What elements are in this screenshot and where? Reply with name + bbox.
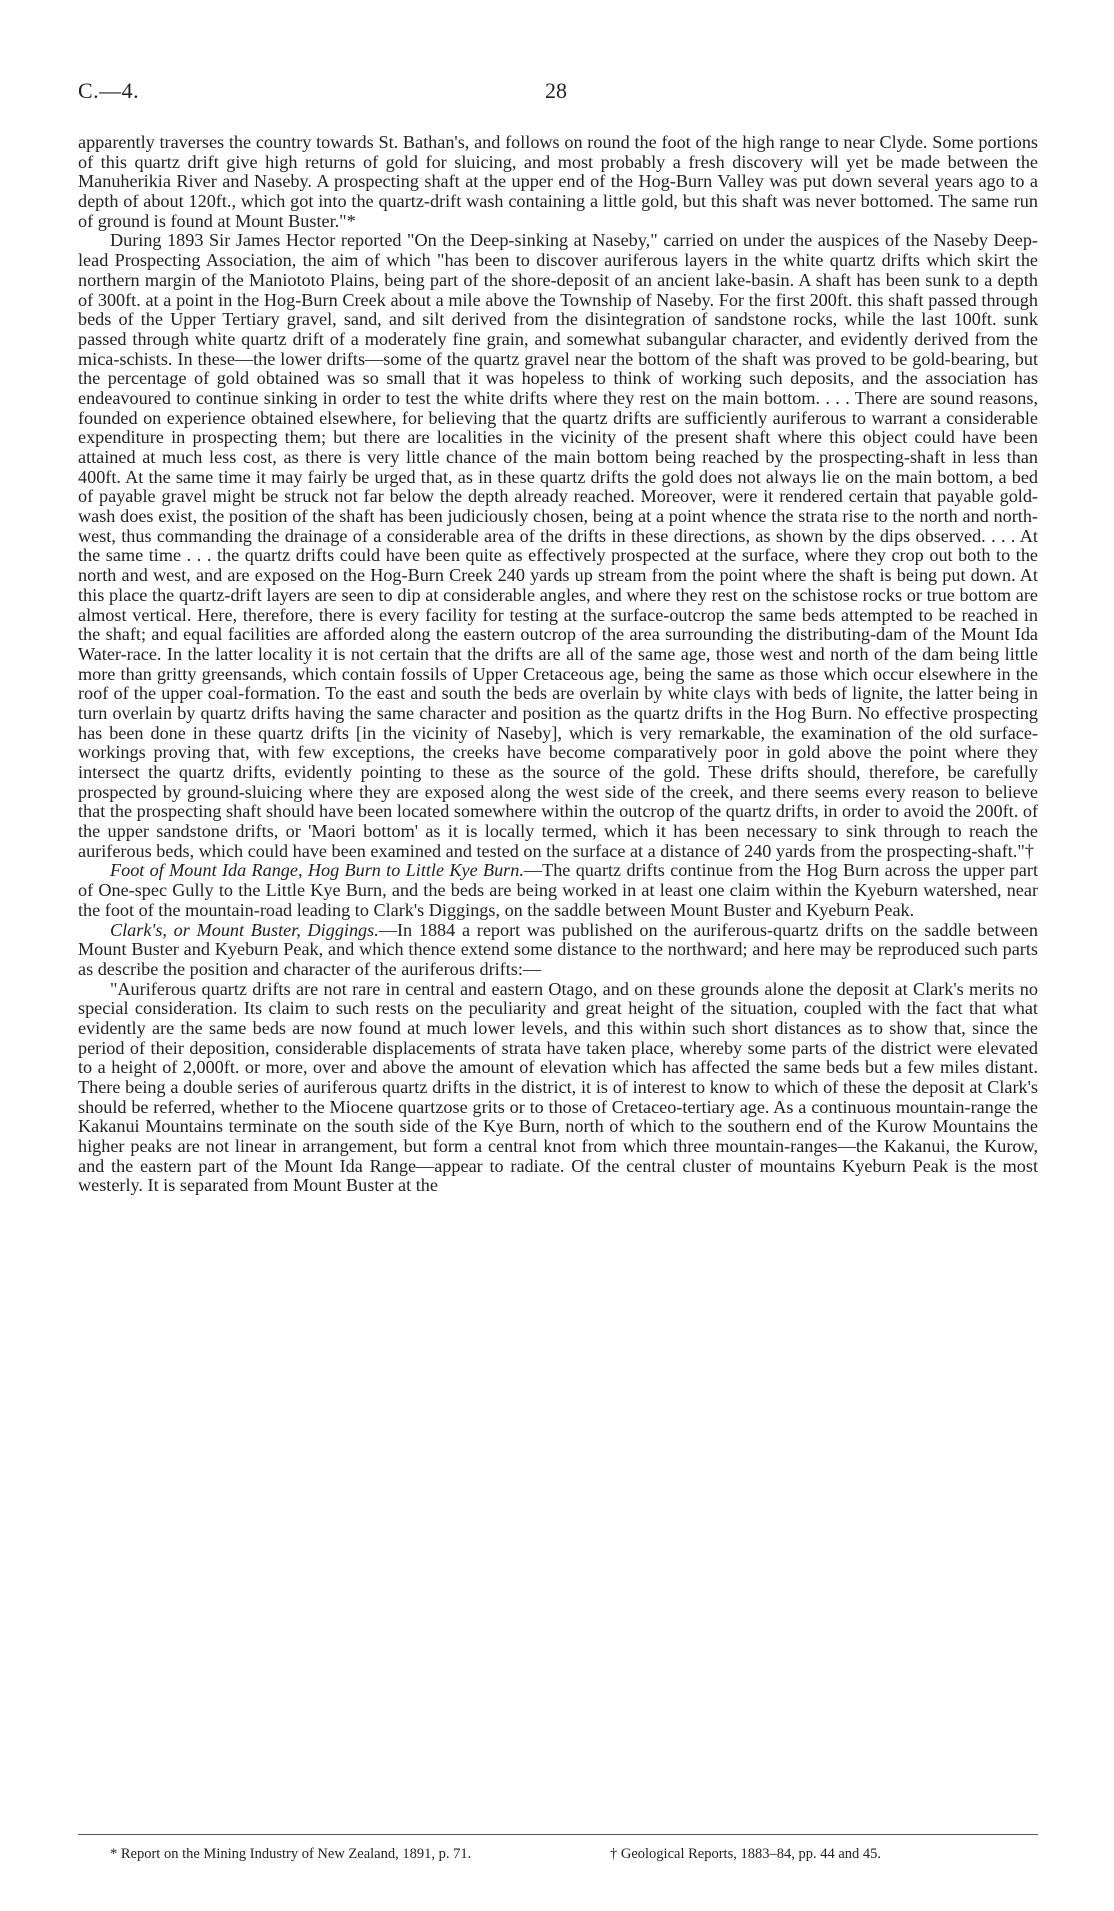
paragraph-naseby-deep-sinking: During 1893 Sir James Hector reported "On the Deep-sinking at Naseby," carried on under the auspices of the Naseby Deep-lead Prospecting Association, the aim of which "has been to discover auriferous layers in the white quartz drifts which skirt the northern margin of the Maniototo Plains, being part of the shore-deposit of an ancient lake-basin. A shaft has been sunk to a depth of 300ft. at a point in the Hog-Burn Creek about a mile above the Township of Naseby. For the first 200ft. this shaft passed through beds of the Upper Tertiary gravel, sand, and silt derived from the disintegration of sandstone rocks, while the last 100ft. sunk passed through white quartz drift of a moderately fine grain, and somewhat subangular character, and evidently derived from the mica-schists. In these—the lower drifts—some of the quartz gravel near the bottom of the shaft was proved to be gold-bearing, but the percentage of gold obtained was so small that it was hopeless to think of working such deposits, and the association has endeavoured to continue sinking in order to test the white drifts where they rest on the main bottom. . . . There are sound reasons, founded on experience obtained elsewhere, for believing that the quartz drifts are sufficiently auriferous to warrant a considerable expenditure in prospecting them; but there are localities in the vicinity of the present shaft where this object could have been attained at much less cost, as there is very little chance of the main bottom being reached by the prospecting-shaft in less than 400ft. At the same time it may fairly be urged that, as in these quartz drifts the gold does not always lie on the main bottom, a bed of payable gravel might be struck not far below the depth already reached. Moreover, were it rendered certain that payable gold-wash does exist, the position of the shaft has been judiciously chosen, being at a point whence the strata rise to the north and north-west, thus commanding the drainage of a considerable area of the drifts in these directions, as shown by the dips observed. . . . At the same time . . . the quartz drifts could have been quite as effectively prospected at the surface, where they crop out both to the north and west, and are exposed on the Hog-Burn Creek 240 yards up stream from the point where the shaft is being put down. At this place the quartz-drift layers are seen to dip at considerable angles, and where they rest on the schistose rocks or true bottom are almost vertical. Here, therefore, there is every facility for testing at the surface-outcrop the same beds attempted to be reached in the shaft; and equal facilities are afforded along the eastern outcrop of the area surrounding the distributing-dam of the Mount Ida Water-race. In the latter locality it is not certain that the drifts are all of the same age, those west and north of the dam being little more than gritty greensands, which contain fossils of Upper Cretaceous age, being the same as those which occur elsewhere in the roof of the upper coal-formation. To the east and south the beds are overlain by white clays with beds of lignite, the latter being in turn overlain by quartz drifts having the same character and position as the quartz drifts in the Hog Burn. No effective prospecting has been done in these quartz drifts [in the vicinity of Naseby], which is very remarkable, the examination of the old surface-workings proving that, with few exceptions, the creeks have become comparatively poor in gold above the point where they intersect the quartz drifts, evidently pointing to these as the source of the gold. These drifts should, therefore, be carefully prospected by ground-sluicing where they are exposed along the west side of the creek, and there seems every reason to believe that the prospecting shaft should have been located somewhere within the outcrop of the quartz drifts, in order to avoid the 200ft. of the upper sandstone drifts, or 'Maori bottom' as it is locally termed, which it has been necessary to sink through to reach the auriferous beds, which could have been examined and tested on the surface at a distance of 240 yards from the prospecting-shaft."† <box>78 230 1038 861</box>
footnote-1: * Report on the Mining Industry of New Zealand, 1891, p. 71. <box>110 1846 472 1862</box>
footnote-divider <box>78 1834 1038 1835</box>
section-text: —In 1884 a report was published on the auriferous-quartz drifts on the saddle between Mount Buster and Kyeburn Peak, and which thence extend some distance to the northward; and here may be reproduced such parts as describe the position and character of the auriferous drifts:— <box>78 919 1038 979</box>
parliamentary-paper-code: C.—4. <box>78 78 140 103</box>
footnote-2: † Geological Reports, 1883–84, pp. 44 and 45. <box>610 1846 882 1862</box>
page-number: 28 <box>545 78 567 103</box>
section-foot-of-mount-ida <box>78 861 1038 920</box>
section-heading: Foot of Mount Ida Range, Hog Burn to Little Kye Burn. <box>110 860 524 881</box>
quoted-report: "Auriferous quartz drifts are not rare in central and eastern Otago, and on these grounds alone the deposit at Clark's merits no special consideration. Its claim to such rests on the peculiarity and great height of the situation, coupled with the fact that what evidently are the same beds are now found at much lower levels, and this within such short distances as to show that, since the period of their deposition, considerable displacements of strata have taken place, whereby some parts of the district were elevated to a height of 2,000ft. or more, over and above the amount of elevation which has affected the same beds but a few miles distant. There being a double series of auriferous quartz drifts in the district, it is of interest to know to which of these the deposit at Clark's should be referred, whether to the Miocene quartzose grits or to those of Cretaceo-tertiary age. As a continuous mountain-range the Kakanui Mountains terminate on the south side of the Kye Burn, north of which to the southern end of the Kurow Mountains the higher peaks are not linear in arrangement, but form a central knot from which three mountain-ranges—the Kakanui, the Kurow, and the eastern part of the Mount Ida Range—appear to radiate. Of the central cluster of mountains Kyeburn Peak is the most westerly. It is separated from Mount Buster at the <box>78 978 1038 1196</box>
body-text <box>78 133 1038 1196</box>
paragraph-continuation: apparently traverses the country towards St. Bathan's, and follows on round the foot of the high range to near Clyde. Some portions of this quartz drift give high returns of gold for sluicing, and most probably a fresh discovery will yet be made between the Manuherikia River and Naseby. A prospecting shaft at the upper end of the Hog-Burn Valley was put down several years ago to a depth of about 120ft., which got into the quartz-drift wash containing a little gold, but this shaft was never bottomed. The same run of ground is found at Mount Buster."* <box>78 132 1038 231</box>
section-heading: Clark's, or Mount Buster, Diggings. <box>110 919 379 940</box>
section-text: —The quartz drifts continue from the Hog Burn across the upper part of One-spec Gully to the Little Kye Burn, and the beds are being worked in at least one claim within the Kyeburn watershed, near the foot of the mountain-road leading to Clark's Diggings, on the saddle between Mount Buster and Kyeburn Peak. <box>78 860 1038 920</box>
section-clarks-diggings <box>78 921 1038 980</box>
